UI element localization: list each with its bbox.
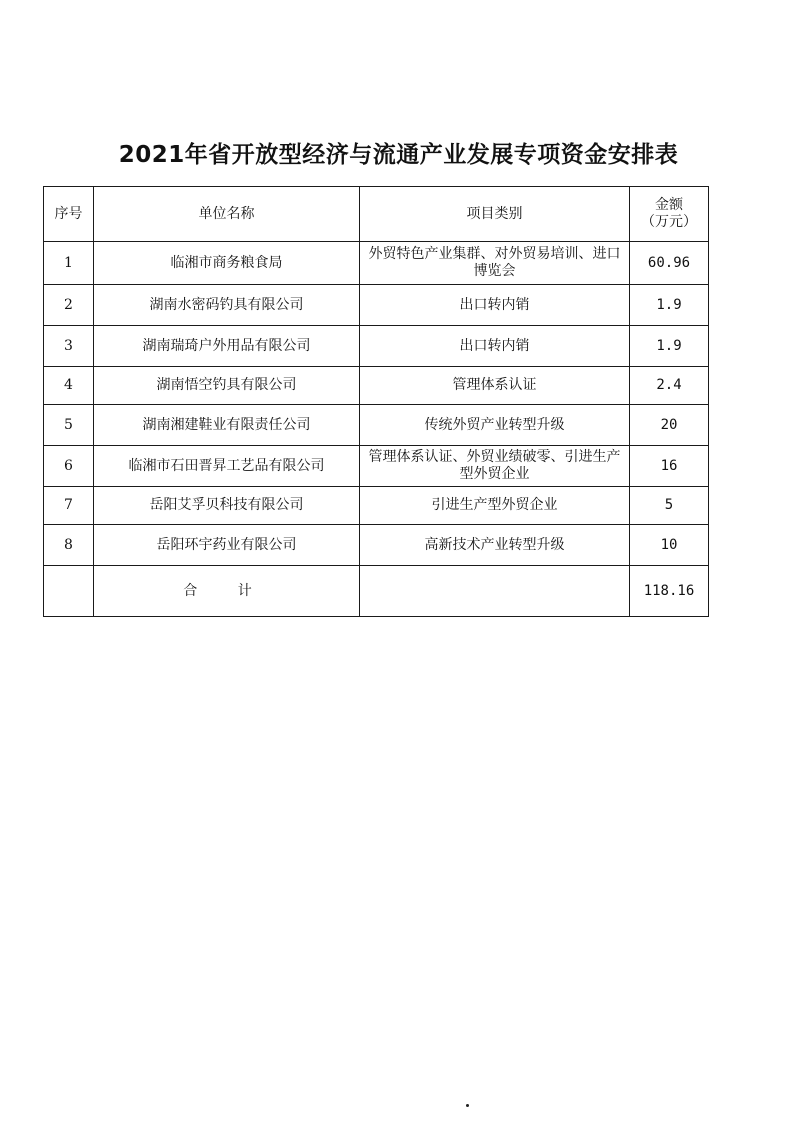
cell-seq: 6 bbox=[44, 446, 94, 487]
document-title: 2021年省开放型经济与流通产业发展专项资金安排表 bbox=[118, 142, 679, 168]
cell-unit: 岳阳环宇药业有限公司 bbox=[94, 525, 360, 566]
allocation-table bbox=[43, 186, 709, 617]
header-category: 项目类别 bbox=[360, 187, 630, 242]
cell-seq: 1 bbox=[44, 242, 94, 285]
cell-category: 外贸特色产业集群、对外贸易培训、进口博览会 bbox=[360, 242, 630, 285]
table-row bbox=[44, 326, 709, 367]
total-amount: 118.16 bbox=[630, 566, 709, 617]
cell-total-seq bbox=[44, 566, 94, 617]
header-row bbox=[44, 187, 709, 242]
cell-seq: 2 bbox=[44, 285, 94, 326]
cell-unit: 岳阳艾孚贝科技有限公司 bbox=[94, 487, 360, 525]
table-row bbox=[44, 446, 709, 487]
total-row bbox=[44, 566, 709, 617]
cell-seq: 8 bbox=[44, 525, 94, 566]
cell-total-category bbox=[360, 566, 630, 617]
cell-seq: 3 bbox=[44, 326, 94, 367]
cell-amount: 1.9 bbox=[630, 285, 709, 326]
cell-amount: 2.4 bbox=[630, 367, 709, 405]
table-row bbox=[44, 487, 709, 525]
table-row bbox=[44, 285, 709, 326]
cell-category: 高新技术产业转型升级 bbox=[360, 525, 630, 566]
cell-seq: 4 bbox=[44, 367, 94, 405]
header-unit: 单位名称 bbox=[94, 187, 360, 242]
table-row bbox=[44, 242, 709, 285]
cell-amount: 16 bbox=[630, 446, 709, 487]
cell-category: 引进生产型外贸企业 bbox=[360, 487, 630, 525]
table-row bbox=[44, 367, 709, 405]
cell-category: 出口转内销 bbox=[360, 326, 630, 367]
cell-amount: 1.9 bbox=[630, 326, 709, 367]
cell-seq: 5 bbox=[44, 405, 94, 446]
cell-unit: 湖南悟空钓具有限公司 bbox=[94, 367, 360, 405]
cell-category: 管理体系认证 bbox=[360, 367, 630, 405]
cell-amount: 20 bbox=[630, 405, 709, 446]
cell-category: 出口转内销 bbox=[360, 285, 630, 326]
cell-seq: 7 bbox=[44, 487, 94, 525]
cell-category: 传统外贸产业转型升级 bbox=[360, 405, 630, 446]
header-amount-line1: 金额 bbox=[655, 197, 683, 213]
cell-unit: 湖南水密码钓具有限公司 bbox=[94, 285, 360, 326]
header-amount-line2: （万元） bbox=[641, 214, 697, 230]
cell-unit: 湖南湘建鞋业有限责任公司 bbox=[94, 405, 360, 446]
scan-speck bbox=[466, 1104, 469, 1107]
cell-unit: 临湘市商务粮食局 bbox=[94, 242, 360, 285]
cell-amount: 60.96 bbox=[630, 242, 709, 285]
cell-amount: 5 bbox=[630, 487, 709, 525]
header-seq: 序号 bbox=[44, 187, 94, 242]
table-row bbox=[44, 525, 709, 566]
cell-unit: 临湘市石田晋昇工艺品有限公司 bbox=[94, 446, 360, 487]
table-row bbox=[44, 405, 709, 446]
header-amount bbox=[630, 187, 709, 242]
cell-category: 管理体系认证、外贸业绩破零、引进生产型外贸企业 bbox=[360, 446, 630, 487]
cell-amount: 10 bbox=[630, 525, 709, 566]
total-label: 合 计 bbox=[94, 566, 360, 617]
cell-unit: 湖南瑞琦户外用品有限公司 bbox=[94, 326, 360, 367]
